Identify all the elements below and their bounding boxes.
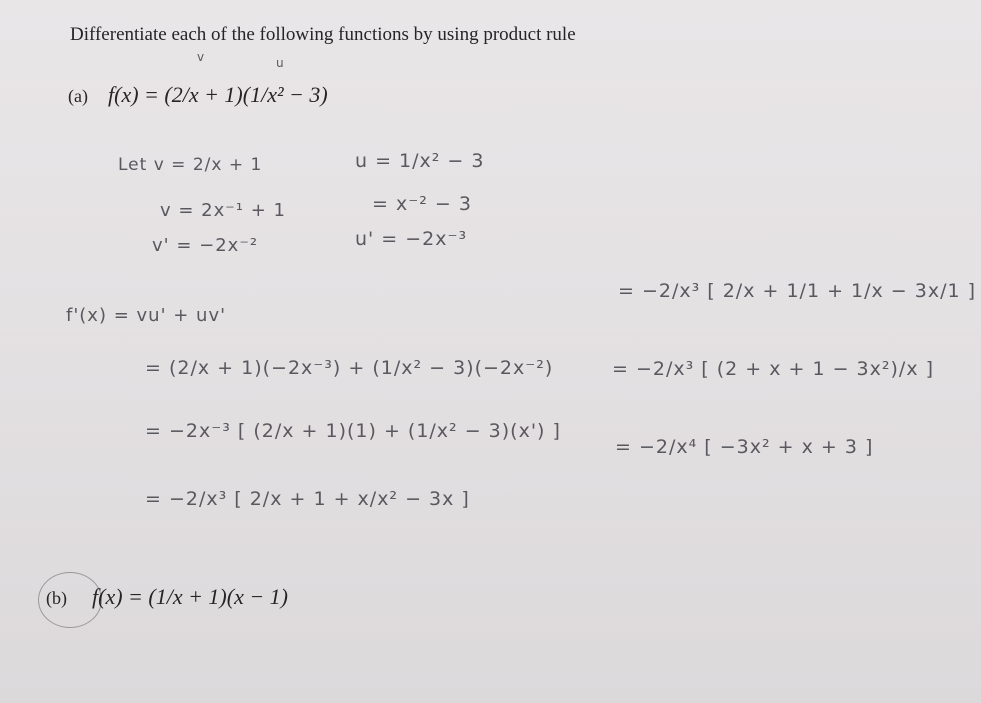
work-right-step1: = −2/x³ [ 2/x + 1/1 + 1/x − 3x/1 ]	[618, 280, 977, 302]
annotation-v: v	[197, 50, 206, 64]
work-right-step2: = −2/x³ [ (2 + x + 1 − 3x²)/x ]	[612, 358, 935, 380]
page-heading: Differentiate each of the following functions by using product rule	[70, 24, 576, 45]
part-b-function: f(x) = (1/x + 1)(x − 1)	[92, 584, 289, 609]
work-right-final: = −2/x⁴ [ −3x² + x + 3 ]	[615, 436, 874, 458]
annotation-u: u	[276, 56, 285, 70]
work-u-power: = x⁻² − 3	[372, 193, 472, 215]
work-u-prime: u' = −2x⁻³	[355, 228, 468, 250]
part-a-function: f(x) = (2/x + 1)(1/x² − 3)	[108, 82, 328, 107]
part-a-label: (a)	[68, 86, 88, 106]
work-simplified: = −2/x³ [ 2/x + 1 + x/x² − 3x ]	[145, 488, 470, 510]
part-b-label: (b)	[46, 588, 67, 608]
work-factorised: = −2x⁻³ [ (2/x + 1)(1) + (1/x² − 3)(x') ]	[145, 420, 561, 442]
work-v-power: v = 2x⁻¹ + 1	[160, 200, 286, 221]
work-v-prime: v' = −2x⁻²	[152, 235, 259, 256]
work-u-def: u = 1/x² − 3	[355, 150, 485, 172]
work-substitution: = (2/x + 1)(−2x⁻³) + (1/x² − 3)(−2x⁻²)	[145, 357, 554, 379]
work-let-v: Let v = 2/x + 1	[118, 155, 263, 175]
work-product-rule: f'(x) = vu' + uv'	[66, 305, 227, 326]
